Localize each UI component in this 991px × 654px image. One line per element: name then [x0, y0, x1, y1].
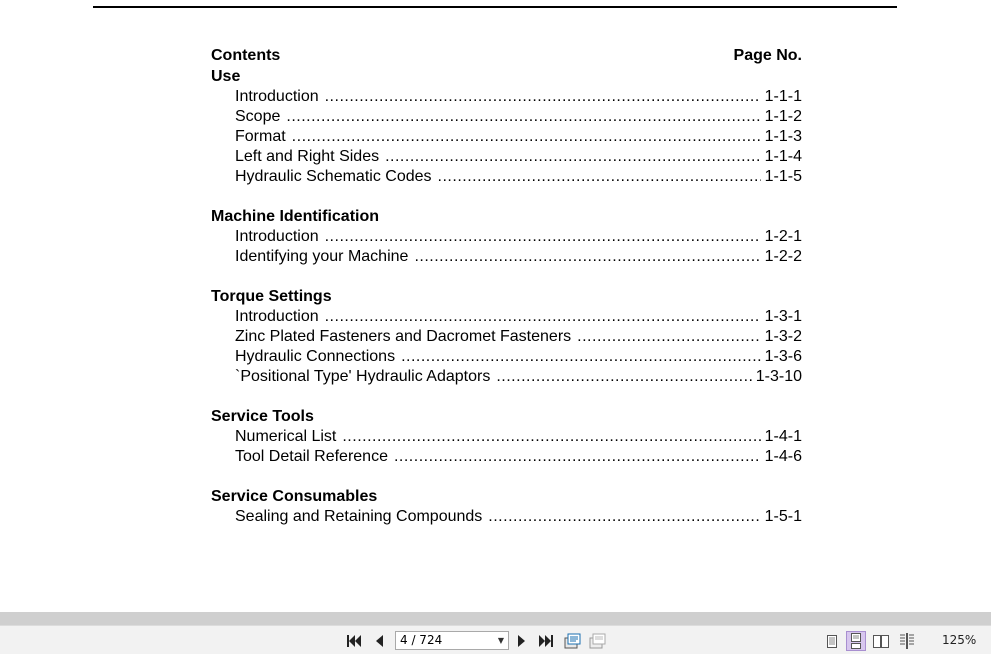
print-icon[interactable]: [589, 632, 607, 650]
entry-page: 1-2-1: [764, 228, 802, 245]
first-page-icon[interactable]: [345, 632, 363, 650]
toc-entry[interactable]: [211, 347, 802, 367]
toc-entry[interactable]: [211, 127, 802, 147]
toc-section: [211, 207, 802, 267]
entry-page: 1-3-6: [764, 348, 802, 365]
toc-entry[interactable]: [211, 307, 802, 327]
leader-dots: [325, 307, 761, 327]
leader-dots: [325, 87, 761, 107]
section-title: Use: [211, 68, 241, 85]
toc-entry[interactable]: [211, 367, 802, 387]
entry-label: Sealing and Retaining Compounds: [235, 508, 483, 525]
leader-dots: [401, 347, 761, 367]
entry-label: Zinc Plated Fasteners and Dacromet Fasteners: [235, 328, 572, 345]
entry-page: 1-4-6: [764, 448, 802, 465]
leader-dots: [488, 507, 760, 527]
continuous-page-icon[interactable]: [846, 631, 866, 651]
leader-dots: [394, 447, 761, 467]
entry-label: Introduction: [235, 228, 319, 245]
page-number-value: 4 / 724: [400, 633, 443, 647]
toc-section: [211, 487, 802, 527]
prev-page-icon[interactable]: [370, 632, 388, 650]
zoom-level[interactable]: 125%: [942, 633, 977, 647]
top-rule: [93, 6, 897, 8]
leader-dots: [385, 147, 761, 167]
two-page-icon[interactable]: [871, 631, 891, 651]
entry-label: Scope: [235, 108, 281, 125]
entry-label: Left and Right Sides: [235, 148, 380, 165]
entry-page: 1-4-1: [764, 428, 802, 445]
entry-label: Introduction: [235, 308, 319, 325]
toc-header: [211, 45, 802, 67]
toc-entry[interactable]: [211, 427, 802, 447]
leader-dots: [292, 127, 761, 147]
last-page-icon[interactable]: [537, 632, 555, 650]
entry-label: Hydraulic Schematic Codes: [235, 168, 432, 185]
two-page-continuous-icon[interactable]: [897, 631, 917, 651]
toc-section: [211, 67, 802, 187]
toc-entry[interactable]: [211, 327, 802, 347]
section-title: Service Tools: [211, 408, 314, 425]
toc-entry[interactable]: [211, 87, 802, 107]
leader-dots: [325, 227, 761, 247]
leader-dots: [496, 367, 751, 387]
toc-entry[interactable]: [211, 147, 802, 167]
entry-label: Tool Detail Reference: [235, 448, 388, 465]
entry-label: Introduction: [235, 88, 319, 105]
entry-page: 1-1-5: [764, 168, 802, 185]
entry-label: `Positional Type' Hydraulic Adaptors: [235, 368, 491, 385]
open-icon[interactable]: [564, 632, 582, 650]
table-of-contents: [211, 45, 802, 547]
entry-label: Numerical List: [235, 428, 337, 445]
entry-label: Hydraulic Connections: [235, 348, 396, 365]
toc-section: [211, 287, 802, 387]
entry-label: Identifying your Machine: [235, 248, 409, 265]
entry-page: 1-3-2: [764, 328, 802, 345]
toc-entry[interactable]: [211, 227, 802, 247]
entry-page: 1-1-1: [764, 88, 802, 105]
section-title: Machine Identification: [211, 208, 380, 225]
viewer-gap: [0, 612, 991, 625]
entry-page: 1-1-3: [764, 128, 802, 145]
leader-dots: [577, 327, 760, 347]
entry-page: 1-2-2: [764, 248, 802, 265]
toc-sections: [211, 67, 802, 527]
entry-label: Format: [235, 128, 286, 145]
leader-dots: [342, 427, 760, 447]
leader-dots: [438, 167, 761, 187]
viewer-toolbar: [0, 625, 991, 654]
leader-dots: [286, 107, 760, 127]
page-number-select[interactable]: [395, 631, 509, 650]
entry-page: 1-3-1: [764, 308, 802, 325]
toc-entry[interactable]: [211, 167, 802, 187]
page-no-heading: Page No.: [733, 47, 802, 64]
toc-entry[interactable]: [211, 507, 802, 527]
entry-page: 1-1-4: [764, 148, 802, 165]
entry-page: 1-3-10: [755, 368, 802, 385]
toc-entry[interactable]: [211, 247, 802, 267]
section-title: Torque Settings: [211, 288, 332, 305]
single-page-icon[interactable]: [822, 631, 842, 651]
toc-section: [211, 407, 802, 467]
section-title: Service Consumables: [211, 488, 378, 505]
toc-entry[interactable]: [211, 107, 802, 127]
entry-page: 1-5-1: [764, 508, 802, 525]
contents-heading: Contents: [211, 47, 281, 64]
next-page-icon[interactable]: [513, 632, 531, 650]
toc-entry[interactable]: [211, 447, 802, 467]
entry-page: 1-1-2: [764, 108, 802, 125]
chevron-down-icon: ▼: [497, 636, 504, 645]
leader-dots: [414, 247, 760, 267]
